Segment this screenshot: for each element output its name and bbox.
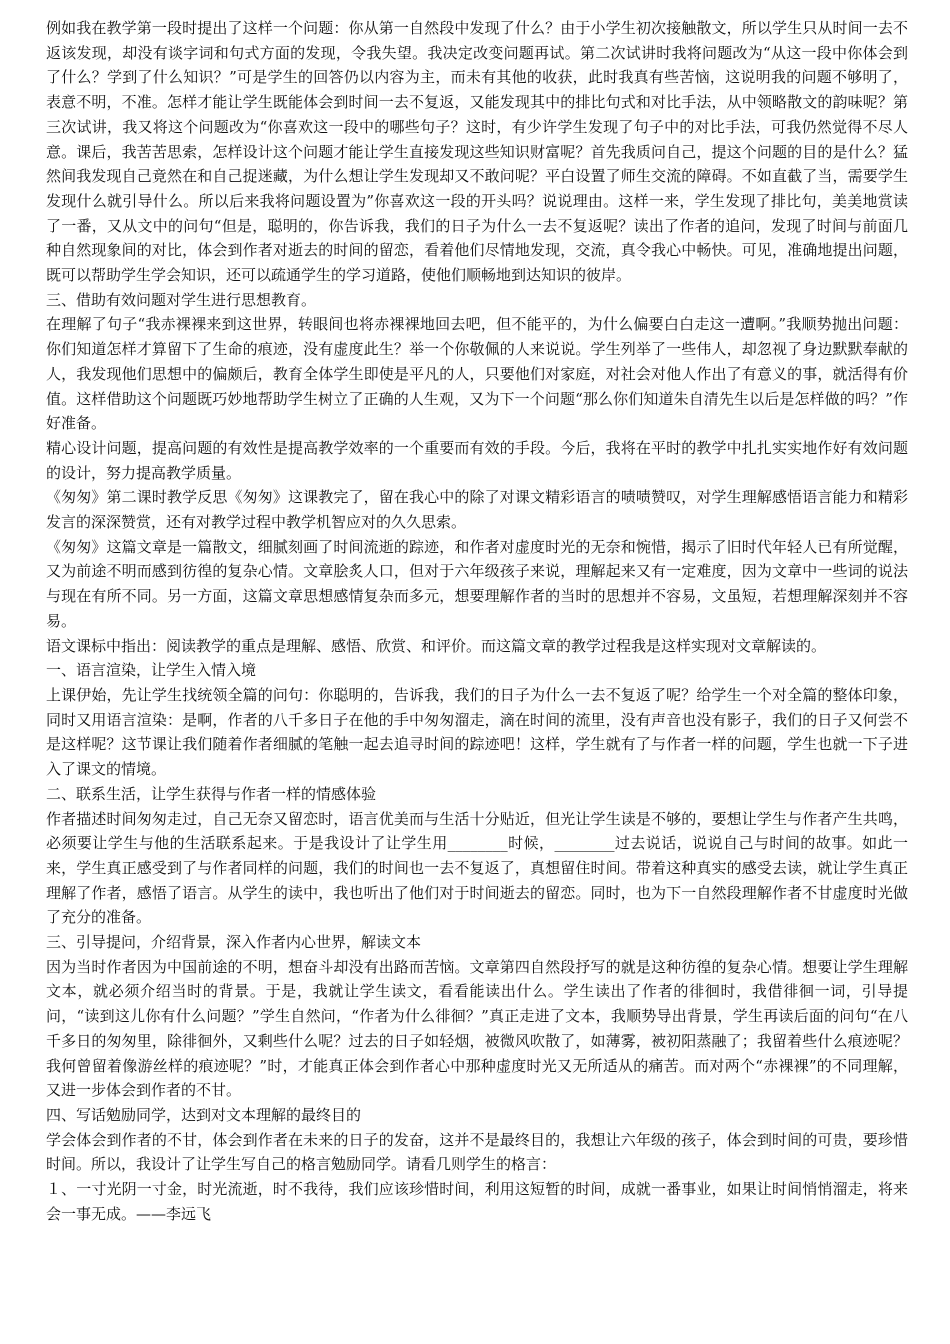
paragraph-lesson-opening: 上课伊始，先让学生找统领全篇的问句：你聪明的，告诉我，我们的日子为什么一去不复返了呢？给学生一个对全篇的整体印象，同时又用语言渲染：是啊，作者的八千多日子在他的手中匆匆溜走，滴在时间的流里，没有声音也没有影子，我们的日子又何尝不是这样呢？这节课让我们随着作者细腻的笔触一起去追寻时间的踪迹吧！这样，学生就有了与作者一样的问题，学生也就一下子进入了课文的情境。 [46,685,908,779]
paragraph-emotional-experience: 作者描述时间匆匆走过，自己无奈又留恋时，语言优美而与生活十分贴近，但光让学生读是不够的，要想让学生与作者产生共鸣，必须要让学生与他的生活联系起来。于是我设计了让学生用________时候，________过去说话，说说自己与时间的故事。如此一来，学生真正感受到了与作者同样的问题，我们的时间也一去不复返了，真想留住时间。带着这种真实的感受去读，就让学生真正理解了作者，感悟了语言。从学生的读中，我也听出了他们对于时间逝去的留恋。同时，也为下一自然段理解作者不甘虚度时光做了充分的准备。 [46,809,908,927]
paragraph-essay-intro: 《匆匆》这篇文章是一篇散文，细腻刻画了时间流逝的踪迹，和作者对虚度时光的无奈和惋惜，揭示了旧时代年轻人已有所觉醒，又为前途不明而感到彷徨的复杂心情。文章脍炙人口，但对于六年级孩子来说，理解起来又有一定难度，因为文章中一些词的说法与现在有所不同。另一方面，这篇文章思想感情复杂而多元，想要理解作者的当时的思想并不容易，文虽短，若想理解深刻并不容易。 [46,537,908,630]
paragraph-curriculum-standard: 语文课标中指出：阅读教学的重点是理解、感悟、欣赏、和评价。而这篇文章的教学过程我是这样实现对文章解读的。 [46,636,827,655]
section-heading-2-life-connection: 二、联系生活，让学生获得与作者一样的情感体验 [46,784,377,803]
paragraph-motto-intro: 学会体会到作者的不甘，体会到作者在未来的日子的发奋，这并不是最终目的，我想让六年级的孩子，体会到时间的可贵，要珍惜时间。所以，我设计了让学生写自己的格言勉励同学。请看几则学生的格言： [46,1130,908,1174]
paragraph-lesson-reflection: 《匆匆》第二课时教学反思《匆匆》这课教完了，留在我心中的除了对课文精彩语言的啧啧赞叹，对学生理解感悟语言能力和精彩发言的深深赞赏，还有对教学过程中教学机智应对的久久思索。 [46,488,908,532]
paragraph-life-trace: 在理解了句子“我赤裸裸来到这世界，转眼间也将赤裸裸地回去吧，但不能平的，为什么偏要白白走这一遭啊。”我顺势抛出问题：你们知道怎样才算留下了生命的痕迹，没有虚度此生？举一个你敬佩的人来说说。学生列举了一些伟人，却忽视了身边默默奉献的人，我发现他们思想中的偏颇后，教育全体学生即使是平凡的人，只要他们对家庭，对社会对他人作出了有意义的事，就活得有价值。这样借助这个问题既巧妙地帮助学生树立了正确的人生观，又为下一个问题“那么你们知道朱自清先生以后是怎样做的吗？”作好准备。 [46,315,908,433]
section-heading-3-background: 三、引导提问，介绍背景，深入作者内心世界，解读文本 [46,933,422,952]
paragraph-question-design: 例如我在教学第一段时提出了这样一个问题：你从第一自然段中发现了什么？由于小学生初次接触散文，所以学生只从时间一去不返该发现，却没有谈字词和句式方面的发现，令我失望。我决定改变问题再试。第二次试讲时我将问题改为“从这一段中你体会到了什么？学到了什么知识？”可是学生的回答仍以内容为主，而未有其他的收获，此时我真有些苦恼，这说明我的问题不够明了，表意不明，不准。怎样才能让学生既能体会到时间一去不复返，又能发现其中的排比句式和对比手法，从中领略散文的韵味呢？第三次试讲，我又将这个问题改为“你喜欢这一段中的哪些句子？这时，有少许学生发现了句子中的对比手法，可我仍然觉得不尽人意。课后，我苦苦思索，怎样设计这个问题才能让学生直接发现这些知识财富呢？首先我质问自己，提这个问题的目的是什么？猛然间我发现自己竟然在和自己捉迷藏，为什么想让学生发现却又不敢问呢？平白设置了师生交流的障碍。不如直截了当，需要学生发现什么就引导什么。所以后来我将问题设置为”你喜欢这一段的开头吗？说说理由。这样一来，学生发现了排比句，美美地赏读了一番，又从文中的问句“但是，聪明的，你告诉我，我们的日子为什么一去不复返呢？读出了作者的追问，发现了时间与前面几种自然现象间的对比，体会到作者对逝去的时间的留恋，看着他们尽情地发现，交流，真令我心中畅快。可见，准确地提出问题，既可以帮助学生学会知识，还可以疏通学生的学习道路，使他们顺畅地到达知识的彼岸。 [46,19,908,285]
paragraph-author-background: 因为当时作者因为中国前途的不明，想奋斗却没有出路而苦恼。文章第四自然段抒写的就是这种彷徨的复杂心情。想要让学生理解文本，就必须介绍当时的背景。于是，我就让学生读文，看看能读出什么。学生读出了作者的徘徊时，我借徘徊一词，引导提问，“读到这儿你有什么问题？”学生自然问，“作者为什么徘徊？”真正走进了文本，我顺势导出背景，学生再读后面的问句“在八千多日的匆匆里，除徘徊外，又剩些什么呢？过去的日子如轻烟，被微风吹散了，如薄雾，被初阳蒸融了；我留着些什么痕迹呢？我何曾留着像游丝样的痕迹呢？”时，才能真正体会到作者心中那种虚度时光又无所适从的痛苦。而对两个“赤裸裸”的不同理解，又进一步体会到作者的不甘。 [46,957,908,1100]
section-heading-1-language: 一、语言渲染，让学生入情入境 [46,661,257,680]
paragraph-student-motto-1: １、一寸光阴一寸金，时光流逝，时不我待，我们应该珍惜时间，利用这短暂的时间，成就一番事业，如果让时间悄悄溜走，将来会一事无成。——李远飞 [46,1180,908,1223]
paragraph-effective-questions: 精心设计问题，提高问题的有效性是提高教学效率的一个重要而有效的手段。今后，我将在平时的教学中扎扎实实地作好有效问题的设计，努力提高教学质量。 [46,438,908,482]
section-heading-4-motto: 四、写话勉励同学，达到对文本理解的最终目的 [46,1105,362,1124]
section-heading-3-thought-education: 三、借助有效问题对学生进行思想教育。 [46,290,317,309]
